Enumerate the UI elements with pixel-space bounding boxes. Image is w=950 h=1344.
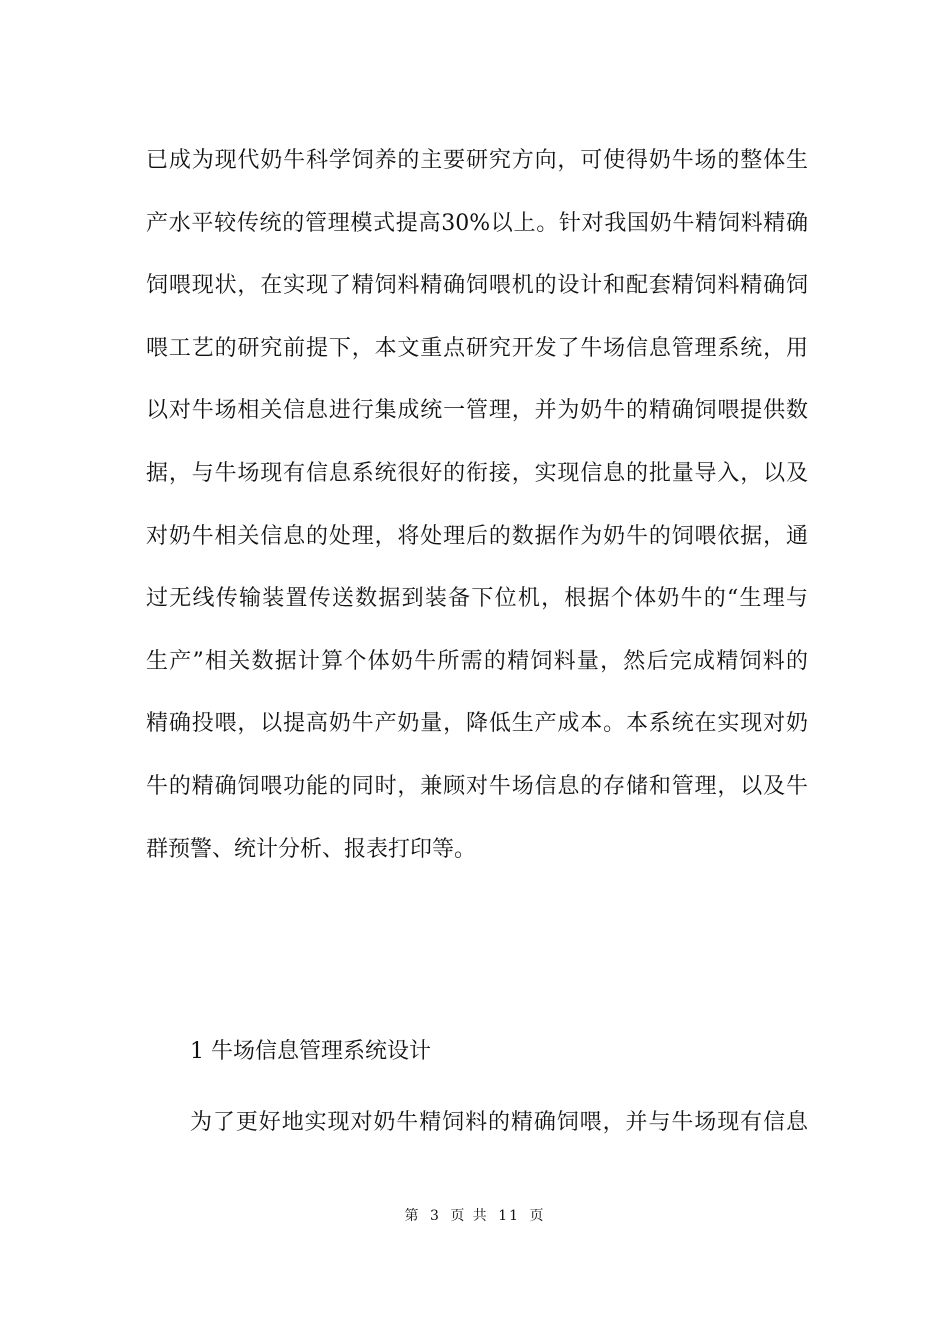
paragraph-line: 精确投喂，以提高奶牛产奶量，降低生产成本。本系统在实现对奶 [146,711,808,737]
paragraph-line: 生产”相关数据计算个体奶牛所需的精饲料量，然后完成精饲料的 [146,648,808,674]
paragraph-first-line: 为了更好地实现对奶牛精饲料的精确饲喂，并与牛场现有信息 [190,1110,808,1135]
page-footer [0,1206,950,1226]
paragraph-line: 对奶牛相关信息的处理，将处理后的数据作为奶牛的饲喂依据，通 [146,523,808,549]
paragraph-line: 以对牛场相关信息进行集成统一管理，并为奶牛的精确饲喂提供数 [146,398,808,424]
section-heading: 1 牛场信息管理系统设计 [190,1039,431,1064]
footer-prefix: 第 [404,1208,421,1224]
paragraph-line: 过无线传输装置传送数据到装备下位机，根据个体奶牛的“生理与 [146,586,808,612]
total-page-count: 11 [498,1208,521,1224]
paragraph-line: 饲喂现状，在实现了精饲料精确饲喂机的设计和配套精饲料精确饲 [146,273,808,299]
paragraph-line: 据，与牛场现有信息系统很好的衔接，实现信息的批量导入，以及 [146,460,808,486]
paragraph-line: 喂工艺的研究前提下，本文重点研究开发了牛场信息管理系统，用 [146,335,808,361]
footer-middle: 页 共 [450,1208,489,1224]
paragraph-line: 牛的精确饲喂功能的同时，兼顾对牛场信息的存储和管理，以及牛 [146,773,808,799]
paragraph-line: 群预警、统计分析、报表打印等。 [146,836,477,862]
body-paragraph [146,130,808,881]
paragraph-line: 产水平较传统的管理模式提高30%以上。针对我国奶牛精饲料精确 [146,210,808,236]
footer-suffix: 页 [529,1208,546,1224]
current-page-number: 3 [429,1208,441,1224]
paragraph-line: 已成为现代奶牛科学饲养的主要研究方向，可使得奶牛场的整体生 [146,148,808,173]
